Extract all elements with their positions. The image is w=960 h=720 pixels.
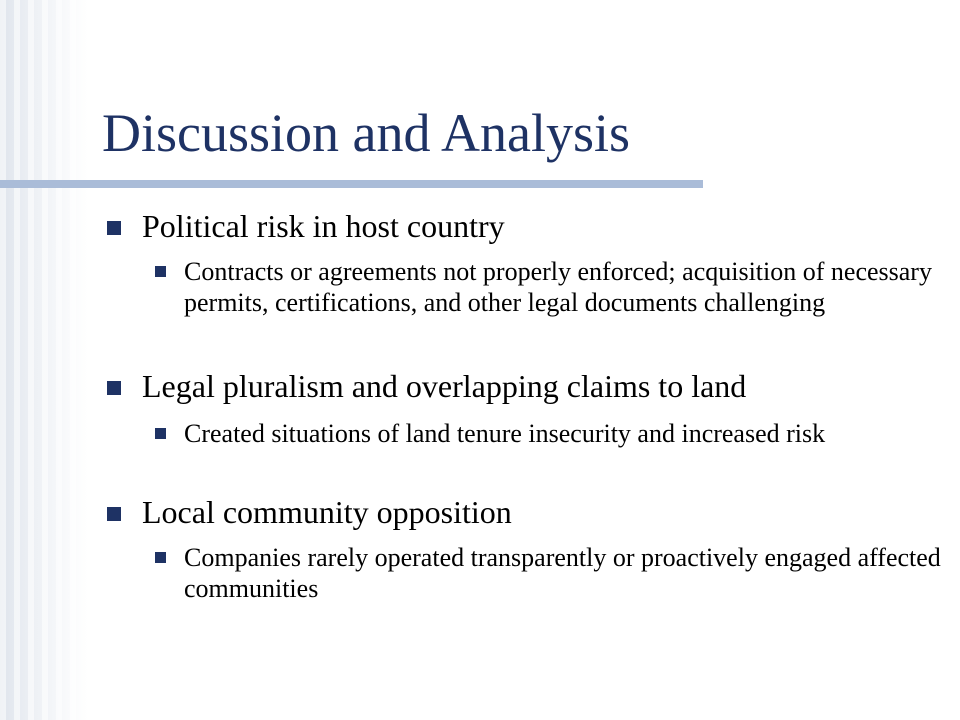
square-bullet-icon: [107, 221, 121, 235]
square-bullet-icon: [155, 428, 166, 439]
sub-bullet-item-companies: [184, 542, 954, 604]
bullet-text: Local community opposition: [142, 494, 512, 530]
sub-bullet-item-contracts: [184, 256, 954, 318]
square-bullet-icon: [155, 552, 166, 563]
square-bullet-icon: [155, 266, 166, 277]
slide-title: Discussion and Analysis: [102, 103, 631, 163]
sub-bullet-text: Contracts or agreements not properly enforced; acquisition of necessary permits, certifications, and other legal documents challenging: [184, 257, 932, 317]
sub-bullet-text: Companies rarely operated transparently or proactively engaged affected communities: [184, 543, 941, 603]
bullet-item-legal-pluralism: [142, 368, 746, 404]
bullet-item-community-opposition: [142, 494, 512, 530]
square-bullet-icon: [107, 381, 121, 395]
square-bullet-icon: [107, 507, 121, 521]
sub-bullet-item-land-tenure: [184, 418, 954, 449]
bullet-item-political-risk: [142, 208, 505, 244]
bullet-text: Legal pluralism and overlapping claims to land: [142, 368, 747, 404]
bullet-text: Political risk in host country: [142, 208, 505, 244]
sub-bullet-text: Created situations of land tenure insecurity and increased risk: [184, 419, 826, 448]
